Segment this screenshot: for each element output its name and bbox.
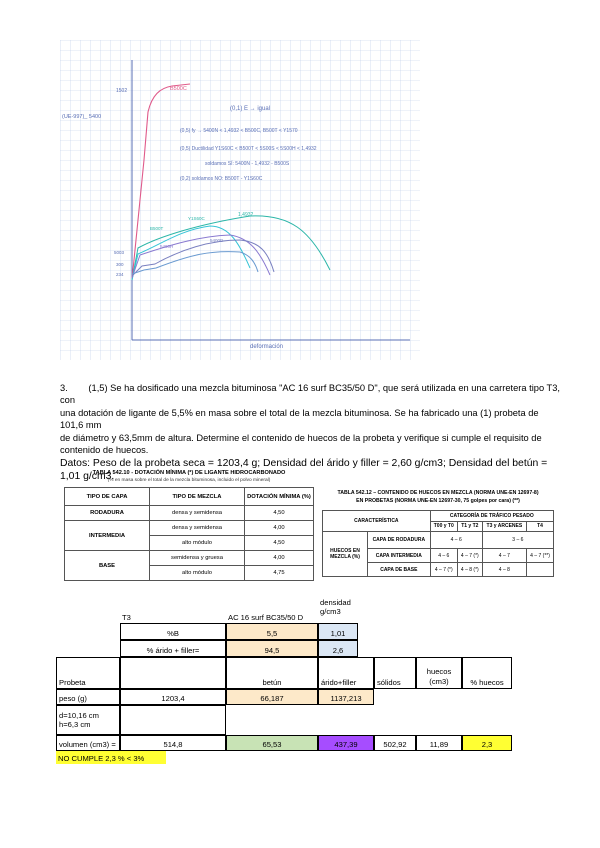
- y-label-2: (UE-997)_ 5400: [62, 114, 102, 120]
- sheet-pct-arido-label: % árido + filler=: [120, 640, 226, 657]
- table-row: CAPA INTERMEDIA 4 – 6 4 – 7 (*) 4 – 7 4 – 7 (**): [323, 549, 554, 563]
- sheet-vol-total: 514,8: [120, 735, 226, 751]
- table-row: INTERMEDIA densa y semidensa 4,00: [65, 521, 314, 536]
- sheet-peso-arido: 1137,213: [318, 689, 374, 705]
- sheet-pct-arido: 94,5: [226, 640, 318, 657]
- sheet-dens-arido: 2,6: [318, 640, 358, 657]
- sheet-solidos-header: sólidos: [374, 657, 416, 689]
- curve-label-top: B500C: [170, 86, 187, 92]
- header-caracteristica: CARACTERÍSTICA: [323, 511, 431, 532]
- curve-label-c: 5400D: [210, 238, 224, 243]
- sheet-probeta: Probeta: [56, 657, 120, 689]
- sheet-vol-huecos: 11,89: [416, 735, 462, 751]
- table-542-12-caption-2: EN PROBETAS (NORMA UNE-EN 12697-30, 75 golpes por cara) (**): [356, 498, 520, 504]
- sheet-betun-header: betún: [226, 657, 318, 689]
- curve-label-b: Y1S60C: [188, 216, 205, 221]
- table-542-12: CARACTERÍSTICA CATEGORÍA DE TRÁFICO PESADO T00 y T0 T1 y T2 T3 y ARCENES T4 HUECOS EN MEZCLA (%) CAPA DE RODADURA 4 – 6 3 – 6 CAPA INTERMEDIA 4 – 6 4 – 7 (*) 4 – 7 4 – 7 (**) CAPA DE BASE 4 – 7 (*) 4 – 8 (*) 4 – 8: [322, 510, 554, 577]
- header-dotacion: DOTACIÓN MÍNIMA (%): [245, 488, 314, 506]
- y-label-3: 5003: [114, 250, 125, 255]
- sheet-d-line: d=10,16 cm: [59, 710, 99, 720]
- curve-label-e: 5400H: [160, 244, 174, 249]
- table-row: alto módulo 4,50: [65, 536, 314, 551]
- note-2: (0,5) fy → 5400N < 1,4932 < B500C, B500T < Y1570: [180, 128, 298, 134]
- sheet-pct-b: 5,5: [226, 623, 318, 640]
- note-5: (0,2) soldamos NO: B500T - Y1S60C: [180, 176, 263, 182]
- curve-label-a: B500T: [150, 226, 164, 231]
- sheet-vol-solidos: 502,92: [374, 735, 416, 751]
- sheet-vol-arido: 437,39: [318, 735, 374, 751]
- table-542-10-subcaption: (% en masa sobre el total de la mezcla bituminosa, incluido el polvo mineral): [107, 478, 271, 483]
- header-categoria: CATEGORÍA DE TRÁFICO PESADO: [430, 511, 553, 522]
- sheet-peso-label: peso (g): [56, 689, 120, 705]
- sheet-arido-header: árido+filler: [318, 657, 374, 689]
- note-3: (0,5) Ductilidad Y1S60C < B500T < 5S00S < 5S00H < 1,4932: [180, 146, 317, 152]
- sheet-pct-b-label: %B: [120, 623, 226, 640]
- curve-label-d: 1,4932: [238, 212, 254, 218]
- sheet-densidad-header: densidad g/cm3: [320, 598, 351, 616]
- y-label-5: 234: [116, 272, 124, 277]
- table-row: alto módulo 4,75: [65, 566, 314, 581]
- sheet-volumen-label: volumen (cm3) =: [56, 735, 120, 751]
- table-542-10-caption: TABLA 542.10 - DOTACIÓN MÍNIMA (*) DE LIGANTE HIDROCARBONADO: [92, 470, 286, 476]
- note-1: (0,1) E → igual: [230, 106, 271, 112]
- y-label-4: 300: [116, 262, 124, 267]
- table-row: CAPA DE BASE 4 – 7 (*) 4 – 8 (*) 4 – 8: [323, 563, 554, 577]
- note-4: soldamos SÍ: 5400N - 1,4932 - B500S: [205, 161, 290, 167]
- sheet-peso-betun: 66,187: [226, 689, 318, 705]
- sheet-dimensions: [56, 705, 120, 735]
- sheet-empty-2: [120, 705, 226, 735]
- table-row: HUECOS EN MEZCLA (%) CAPA DE RODADURA 4 – 6 3 – 6: [323, 532, 554, 549]
- problem-line-1: 3. (1,5) Se ha dosificado una mezcla bituminosa "AC 16 surf BC35/50 D", que será utilizada en una carretera tipo T3, con: [60, 383, 563, 406]
- table-row: BASE semidensa y gruesa 4,00: [65, 551, 314, 566]
- sheet-verdict: NO CUMPLE 2,3 % < 3%: [56, 751, 166, 764]
- table-542-12-caption: TABLA 542.12 – CONTENIDO DE HUECOS EN MEZCLA (NORMA UNE-EN 12697-8): [337, 490, 539, 496]
- x-axis-label: deformación: [250, 344, 284, 350]
- y-label-1: 1502: [116, 88, 128, 94]
- table-row: RODADURA densa y semidensa 4,50: [65, 506, 314, 521]
- sheet-peso-total: 1203,4: [120, 689, 226, 705]
- sheet-t3: T3: [122, 613, 131, 622]
- header-tipo-capa: TIPO DE CAPA: [65, 488, 150, 506]
- sheet-pct-huecos-header: % huecos: [462, 657, 512, 689]
- sheet-h-line: h=6,3 cm: [59, 719, 91, 729]
- header-tipo-mezcla: TIPO DE MEZCLA: [150, 488, 245, 506]
- problem-line-2: una dotación de ligante de 5,5% en masa sobre el total de la mezcla bituminosa. Se ha fabricado una (1) probeta de 101,6 mm: [60, 407, 539, 431]
- problem-line-3: de diámetro y 63,5mm de altura. Determine el contenido de huecos de la probeta y verifique si cumple el requisito de: [60, 432, 542, 443]
- sheet-dens-betun: 1,01: [318, 623, 358, 640]
- sheet-empty-1: [120, 657, 226, 689]
- sheet-huecos-header: huecos (cm3): [416, 657, 462, 689]
- problem-line-4: contenido de huecos.: [60, 445, 149, 456]
- sheet-mezcla: AC 16 surf BC35/50 D: [228, 613, 304, 622]
- sheet-pct-huecos-val: 2,3: [462, 735, 512, 751]
- problem-datos: Datos: Peso de la probeta seca = 1203,4 g; Densidad del árido y filler = 2,60 g/cm3; Densidad del betún = 1,01 g/cm3.: [60, 458, 548, 482]
- sheet-vol-betun: 65,53: [226, 735, 318, 751]
